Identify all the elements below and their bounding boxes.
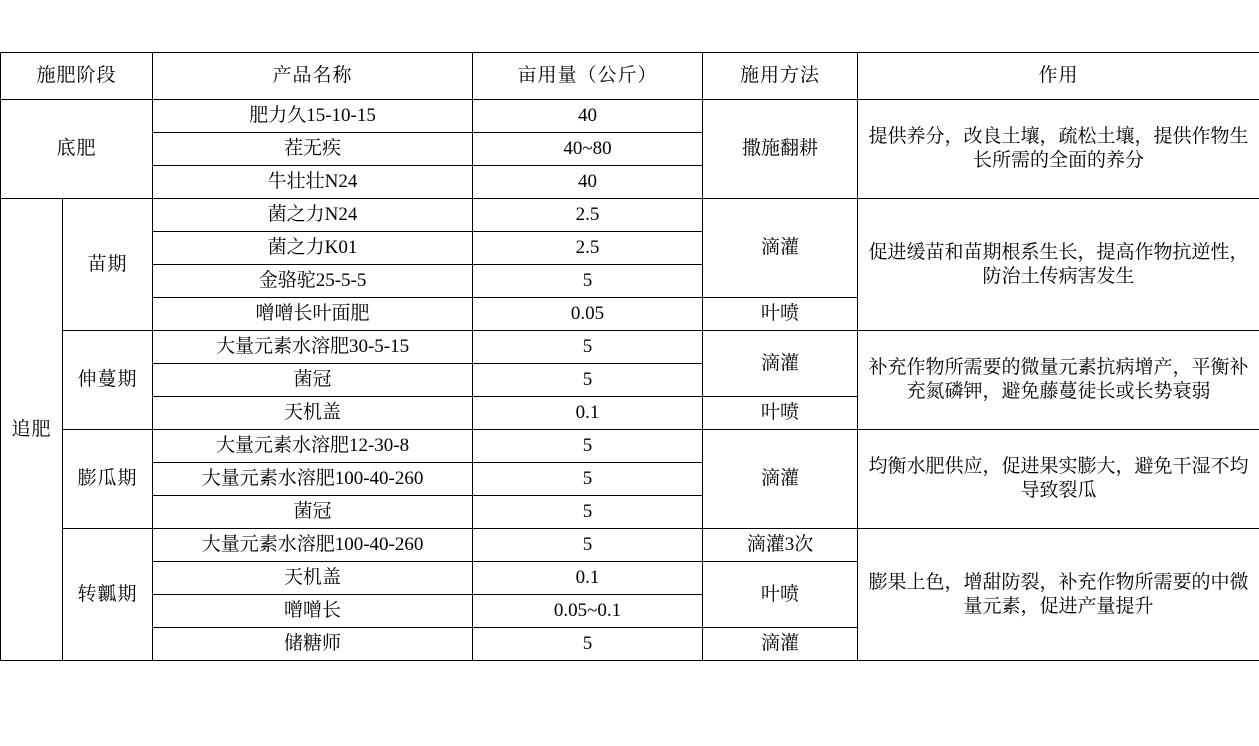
table-row: [1, 100, 1259, 133]
effect-cell: 均衡水肥供应，促进果实膨大，避免干湿不均导致裂瓜: [858, 430, 1259, 529]
table-header-row: [1, 53, 1259, 100]
method-cell: 叶喷: [703, 298, 858, 331]
table-row: [1, 199, 1259, 232]
table-row: [1, 529, 1259, 562]
stage-cell-topdressing: 追肥: [1, 199, 63, 661]
effect-cell: 提供养分，改良土壤，疏松土壤，提供作物生长所需的全面的养分: [858, 100, 1259, 199]
amount-cell: 5: [473, 496, 703, 529]
amount-cell: 5: [473, 265, 703, 298]
column-header-stage: 施肥阶段: [1, 53, 153, 100]
amount-cell: 5: [473, 430, 703, 463]
fertilization-schedule-sheet: [0, 52, 1259, 746]
amount-cell: 2.5: [473, 199, 703, 232]
product-cell: 菌冠: [153, 364, 473, 397]
product-cell: 菌之力K01: [153, 232, 473, 265]
amount-cell: 2.5: [473, 232, 703, 265]
amount-cell: 0.1: [473, 562, 703, 595]
amount-cell: 5: [473, 529, 703, 562]
table-row: [1, 331, 1259, 364]
product-cell: 金骆驼25-5-5: [153, 265, 473, 298]
substage-cell-seedling: 苗期: [63, 199, 153, 331]
table-header: [1, 53, 1259, 100]
amount-cell: 40: [473, 166, 703, 199]
product-cell: 大量元素水溶肥30-5-15: [153, 331, 473, 364]
product-cell: 储糖师: [153, 628, 473, 661]
product-cell: 天机盖: [153, 397, 473, 430]
table-body: [1, 100, 1259, 661]
product-cell: 肥力久15-10-15: [153, 100, 473, 133]
amount-cell: 0.1: [473, 397, 703, 430]
product-cell: 菌冠: [153, 496, 473, 529]
amount-cell: 0.05~0.1: [473, 595, 703, 628]
amount-cell: 40: [473, 100, 703, 133]
method-cell: 滴灌3次: [703, 529, 858, 562]
method-cell: 滴灌: [703, 331, 858, 397]
amount-cell: 5: [473, 364, 703, 397]
column-header-method: 施用方法: [703, 53, 858, 100]
column-header-amount: 亩用量（公斤）: [473, 53, 703, 100]
fertilization-table: [0, 52, 1259, 661]
product-cell: 茬无疾: [153, 133, 473, 166]
substage-cell-swelling: 膨瓜期: [63, 430, 153, 529]
method-cell: 撒施翻耕: [703, 100, 858, 199]
method-cell: 滴灌: [703, 628, 858, 661]
stage-cell-base: 底肥: [1, 100, 153, 199]
amount-cell: 40~80: [473, 133, 703, 166]
product-cell: 天机盖: [153, 562, 473, 595]
substage-cell-ripening: 转瓤期: [63, 529, 153, 661]
product-cell: 噌噌长叶面肥: [153, 298, 473, 331]
product-cell: 大量元素水溶肥100-40-260: [153, 529, 473, 562]
product-cell: 牛壮壮N24: [153, 166, 473, 199]
product-cell: 菌之力N24: [153, 199, 473, 232]
amount-cell: 5: [473, 331, 703, 364]
substage-cell-vine: 伸蔓期: [63, 331, 153, 430]
amount-cell: 5: [473, 463, 703, 496]
table-row: [1, 430, 1259, 463]
method-cell: 叶喷: [703, 562, 858, 628]
method-cell: 叶喷: [703, 397, 858, 430]
effect-cell: 补充作物所需要的微量元素抗病增产，平衡补充氮磷钾，避免藤蔓徒长或长势衰弱: [858, 331, 1259, 430]
method-cell: 滴灌: [703, 430, 858, 529]
column-header-effect: 作用: [858, 53, 1259, 100]
effect-cell: 膨果上色，增甜防裂，补充作物所需要的中微量元素，促进产量提升: [858, 529, 1259, 661]
product-cell: 噌噌长: [153, 595, 473, 628]
amount-cell: 0.05: [473, 298, 703, 331]
product-cell: 大量元素水溶肥12-30-8: [153, 430, 473, 463]
column-header-product: 产品名称: [153, 53, 473, 100]
method-cell: 滴灌: [703, 199, 858, 298]
amount-cell: 5: [473, 628, 703, 661]
product-cell: 大量元素水溶肥100-40-260: [153, 463, 473, 496]
effect-cell: 促进缓苗和苗期根系生长，提高作物抗逆性，防治土传病害发生: [858, 199, 1259, 331]
